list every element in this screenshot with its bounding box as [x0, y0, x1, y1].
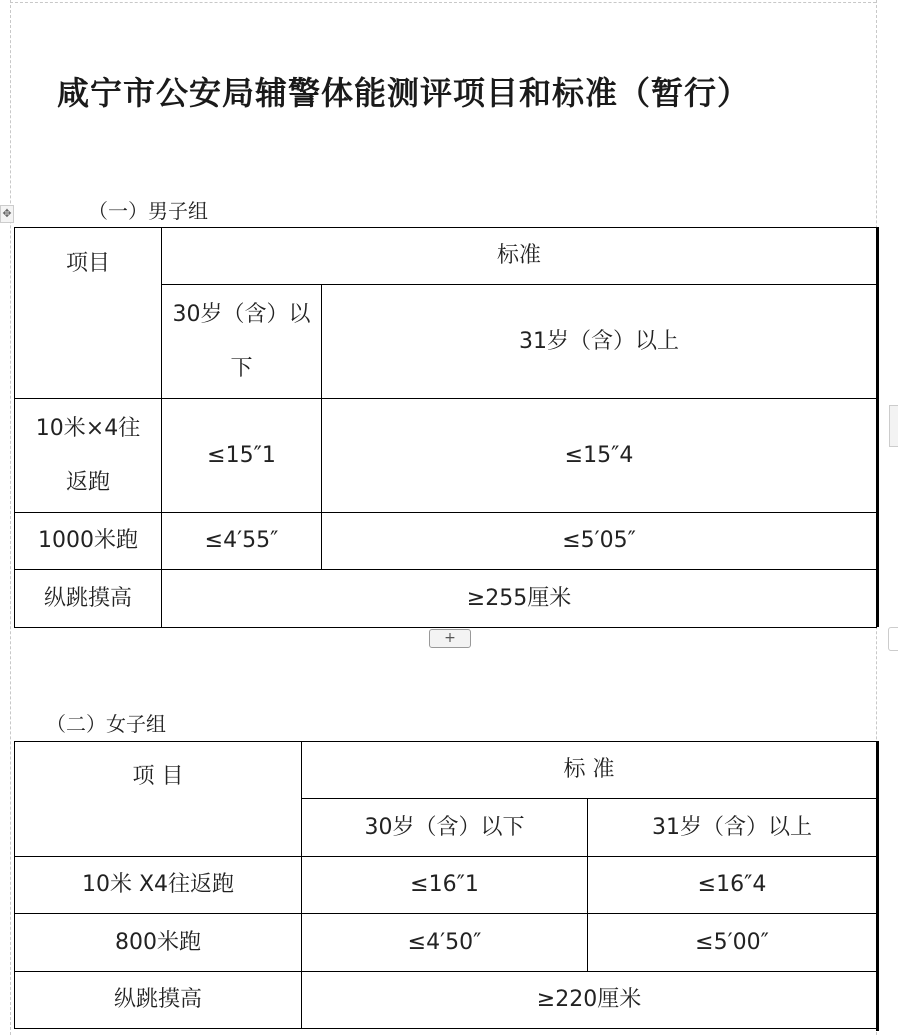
side-handle[interactable]	[889, 405, 898, 447]
table-cell-value: ≤5′05″	[322, 513, 877, 570]
table-cell-value: ≤16″1	[302, 857, 588, 914]
table-row-item: 纵跳摸高	[15, 570, 162, 628]
table-cell-value: ≤5′00″	[588, 914, 877, 972]
table-right-border	[876, 227, 879, 627]
table-cell-value: ≥220厘米	[302, 972, 877, 1029]
table-row-item: 10米×4往返跑	[15, 399, 162, 513]
male-standards-table	[14, 227, 877, 628]
age-under-30-header: 30岁（含）以下	[302, 799, 588, 857]
table-row-item: 1000米跑	[15, 513, 162, 570]
table-row-item: 10米 X4往返跑	[15, 857, 302, 914]
resize-handle[interactable]	[888, 627, 898, 651]
female-section-heading: （二）女子组	[46, 712, 166, 736]
standard-header: 标准	[162, 228, 877, 285]
table-cell-value: ≤4′50″	[302, 914, 588, 972]
table-cell-value: ≤4′55″	[162, 513, 322, 570]
female-standards-table	[14, 741, 877, 1029]
page-margin-left	[10, 0, 11, 1035]
table-right-border	[876, 741, 879, 1031]
table-move-handle-icon[interactable]: ✥	[0, 205, 14, 223]
table-cell-value: ≤15″1	[162, 399, 322, 513]
document-title: 咸宁市公安局辅警体能测评项目和标准（暂行）	[57, 74, 751, 112]
table-cell-value: ≤16″4	[588, 857, 877, 914]
age-over-31-header: 31岁（含）以上	[322, 285, 877, 399]
table-cell-value: ≤15″4	[322, 399, 877, 513]
table-row-item: 纵跳摸高	[15, 972, 302, 1029]
item-header: 项 目	[15, 742, 302, 857]
page-margin-top	[10, 2, 876, 3]
add-row-button[interactable]: +	[429, 629, 471, 648]
age-under-30-header: 30岁（含）以下	[162, 285, 322, 399]
standard-header: 标 准	[302, 742, 877, 799]
age-over-31-header: 31岁（含）以上	[588, 799, 877, 857]
table-row-item: 800米跑	[15, 914, 302, 972]
male-section-heading: （一）男子组	[88, 199, 208, 223]
table-cell-value: ≥255厘米	[162, 570, 877, 628]
item-header: 项目	[15, 228, 162, 399]
